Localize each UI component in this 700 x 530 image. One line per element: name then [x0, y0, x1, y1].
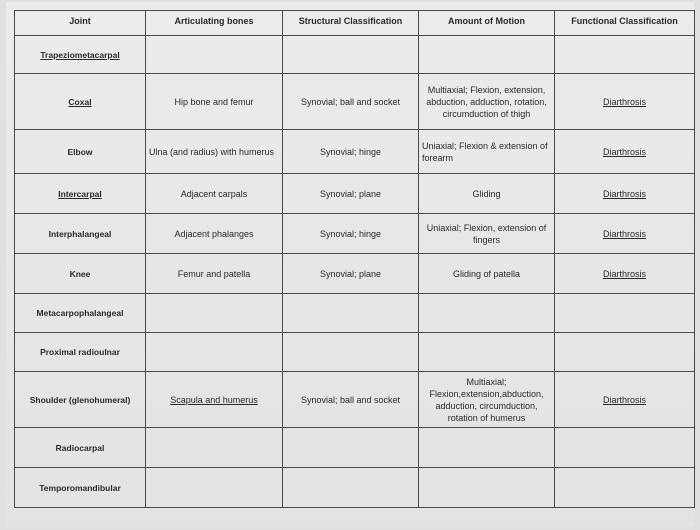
bones-cell	[146, 36, 283, 74]
motion-cell: Uniaxial; Flexion, extension of fingers	[419, 214, 555, 254]
functional-cell: Diarthrosis	[555, 372, 695, 428]
motion-cell	[419, 294, 555, 333]
bones-cell: Hip bone and femur	[146, 74, 283, 130]
bones-cell	[146, 468, 283, 508]
bones-cell	[146, 333, 283, 372]
functional-cell	[555, 333, 695, 372]
motion-cell: Uniaxial; Flexion & extension of forearm	[419, 130, 555, 174]
bones-cell	[146, 428, 283, 468]
structural-cell	[283, 333, 419, 372]
joint-cell: Interphalangeal	[15, 214, 146, 254]
joint-cell: Proximal radioulnar	[15, 333, 146, 372]
table-row	[15, 174, 695, 214]
motion-cell	[419, 428, 555, 468]
joint-cell: Radiocarpal	[15, 428, 146, 468]
table-row	[15, 428, 695, 468]
joint-cell: Temporomandibular	[15, 468, 146, 508]
table-row	[15, 254, 695, 294]
table-row	[15, 333, 695, 372]
table-row	[15, 36, 695, 74]
structural-cell: Synovial; plane	[283, 254, 419, 294]
worksheet-page	[6, 2, 694, 526]
bones-cell: Adjacent phalanges	[146, 214, 283, 254]
joint-cell: Shoulder (glenohumeral)	[15, 372, 146, 428]
table-row	[15, 214, 695, 254]
motion-cell	[419, 468, 555, 508]
table-row	[15, 294, 695, 333]
motion-cell: Multiaxial; Flexion,extension,abduction, adduction, circumduction, rotation of humerus	[419, 372, 555, 428]
structural-cell: Synovial; plane	[283, 174, 419, 214]
header-articulating-bones: Articulating bones	[146, 11, 283, 36]
functional-cell: Diarthrosis	[555, 174, 695, 214]
table-row	[15, 468, 695, 508]
table-row	[15, 130, 695, 174]
joint-cell: Elbow	[15, 130, 146, 174]
header-row	[15, 11, 695, 36]
motion-cell	[419, 333, 555, 372]
bones-cell: Scapula and humerus	[146, 372, 283, 428]
functional-cell	[555, 36, 695, 74]
functional-cell: Diarthrosis	[555, 74, 695, 130]
bones-cell: Adjacent carpals	[146, 174, 283, 214]
functional-cell	[555, 468, 695, 508]
motion-cell: Gliding of patella	[419, 254, 555, 294]
structural-cell: Synovial; hinge	[283, 130, 419, 174]
structural-cell: Synovial; ball and socket	[283, 372, 419, 428]
bones-cell	[146, 294, 283, 333]
functional-cell	[555, 428, 695, 468]
joint-cell: Coxal	[15, 74, 146, 130]
motion-cell	[419, 36, 555, 74]
motion-cell: Gliding	[419, 174, 555, 214]
table-row	[15, 74, 695, 130]
joint-cell: Knee	[15, 254, 146, 294]
functional-cell	[555, 294, 695, 333]
structural-cell	[283, 428, 419, 468]
joint-classification-table	[14, 10, 695, 508]
header-joint: Joint	[15, 11, 146, 36]
functional-cell: Diarthrosis	[555, 254, 695, 294]
table-row	[15, 372, 695, 428]
header-functional-classification: Functional Classification	[555, 11, 695, 36]
joint-cell: Metacarpophalangeal	[15, 294, 146, 333]
header-structural-classification: Structural Classification	[283, 11, 419, 36]
structural-cell: Synovial; ball and socket	[283, 74, 419, 130]
structural-cell	[283, 468, 419, 508]
structural-cell: Synovial; hinge	[283, 214, 419, 254]
motion-cell: Multiaxial; Flexion, extension, abduction, adduction, rotation, circumduction of thigh	[419, 74, 555, 130]
functional-cell: Diarthrosis	[555, 130, 695, 174]
structural-cell	[283, 36, 419, 74]
joint-cell: Intercarpal	[15, 174, 146, 214]
header-amount-of-motion: Amount of Motion	[419, 11, 555, 36]
bones-cell: Femur and patella	[146, 254, 283, 294]
joint-cell: Trapeziometacarpal	[15, 36, 146, 74]
structural-cell	[283, 294, 419, 333]
bones-cell: Ulna (and radius) with humerus	[146, 130, 283, 174]
functional-cell: Diarthrosis	[555, 214, 695, 254]
